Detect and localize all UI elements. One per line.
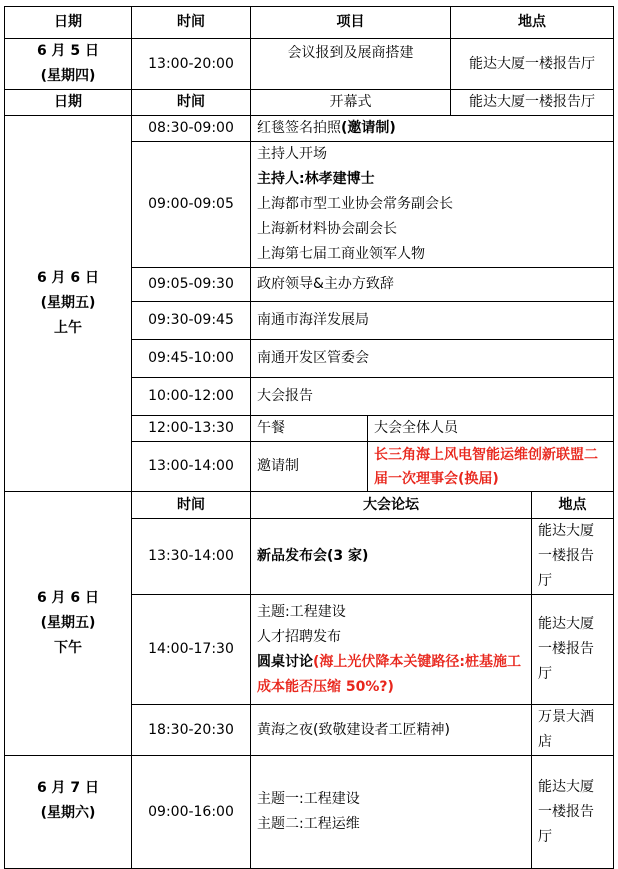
host-title-1: 上海都市型工业协会常务副会长 <box>257 196 453 212</box>
am-r4-activity: 南通市海洋发展局 <box>251 302 614 340</box>
am-r1-time: 08:30-09:00 <box>132 116 251 142</box>
am-r7-time: 12:00-13:30 <box>132 416 251 442</box>
pm-r2-activity <box>251 595 532 705</box>
pm-header-forum: 大会论坛 <box>251 492 532 519</box>
am-r1-text: 红毯签名拍照 <box>257 120 341 136</box>
am-r6-activity: 大会报告 <box>251 378 614 416</box>
june7-date: 6 月 7 日 <box>36 780 100 796</box>
opening-header-date: 日期 <box>5 90 132 116</box>
june7-topic-2: 主题二:工程运维 <box>257 816 360 832</box>
header-date: 日期 <box>5 7 132 39</box>
host-title-3: 上海第七届工商业领军人物 <box>257 246 425 262</box>
pm-r1-location: 能达大厦一楼报告厅 <box>532 519 614 595</box>
june6pm-weekday: (星期五) <box>40 615 96 631</box>
pm-header-location: 地点 <box>532 492 614 519</box>
pm-r3-location: 万景大酒店 <box>532 705 614 756</box>
june6am-date: 6 月 6 日 <box>36 270 100 286</box>
am-r7-activity: 午餐 <box>251 416 368 442</box>
june6am-period: 上午 <box>54 320 82 336</box>
june7-location: 能达大厦一楼报告厅 <box>532 756 614 869</box>
june5-time: 13:00-20:00 <box>132 39 251 90</box>
june6pm-date-cell <box>5 492 132 756</box>
june6am-date-cell <box>5 116 132 492</box>
pm-r1-time: 13:30-14:00 <box>132 519 251 595</box>
june7-row <box>5 756 614 869</box>
am-r5-activity: 南通开发区管委会 <box>251 340 614 378</box>
header-time: 时间 <box>132 7 251 39</box>
am-r4-time: 09:30-09:45 <box>132 302 251 340</box>
am-r3-activity: 政府领导&主办方致辞 <box>251 268 614 302</box>
june5-weekday: (星期四) <box>40 68 96 84</box>
am-r1-invite: (邀请制) <box>341 120 396 136</box>
opening-header-time: 时间 <box>132 90 251 116</box>
pm-r2-time: 14:00-17:30 <box>132 595 251 705</box>
june7-topic-1: 主题一:工程建设 <box>257 791 360 807</box>
host-name: 主持人:林孝建博士 <box>257 171 375 187</box>
pm-roundtable-topic: (海上光伏降本关键路径:桩基施工成本能否压缩 50%?) <box>257 653 521 695</box>
opening-ceremony: 开幕式 <box>251 90 451 116</box>
june6pm-date: 6 月 6 日 <box>36 590 100 606</box>
june7-date-cell <box>5 756 132 869</box>
june6pm-period: 下午 <box>54 640 82 656</box>
pm-recruitment: 人才招聘发布 <box>257 628 341 645</box>
am-r6-time: 10:00-12:00 <box>132 378 251 416</box>
header-item: 项目 <box>251 7 451 39</box>
june6am-weekday: (星期五) <box>40 295 96 311</box>
am-row-1 <box>5 116 614 142</box>
pm-roundtable-label: 圆桌讨论 <box>257 653 313 670</box>
am-r2-activity <box>251 142 614 268</box>
am-r8-activity: 邀请制 <box>251 442 368 492</box>
june5-location: 能达大厦一楼报告厅 <box>451 39 614 90</box>
am-r5-time: 09:45-10:00 <box>132 340 251 378</box>
schedule-table <box>4 6 614 869</box>
june5-date: 6 月 5 日 <box>36 43 100 59</box>
pm-r2-location: 能达大厦一楼报告厅 <box>532 595 614 705</box>
header-row <box>5 7 614 39</box>
am-r3-time: 09:05-09:30 <box>132 268 251 302</box>
june7-time: 09:00-16:00 <box>132 756 251 869</box>
pm-header-row <box>5 492 614 519</box>
header-location: 地点 <box>451 7 614 39</box>
pm-topic-engineering: 主题:工程建设 <box>257 603 346 620</box>
opening-location: 能达大厦一楼报告厅 <box>451 90 614 116</box>
june5-date-cell <box>5 39 132 90</box>
june5-item: 会议报到及展商搭建 <box>251 39 451 90</box>
june7-activity <box>251 756 532 869</box>
june7-weekday: (星期六) <box>40 805 96 821</box>
pm-r3-activity: 黄海之夜(致敬建设者工匠精神) <box>251 705 532 756</box>
am-r1-activity <box>251 116 614 142</box>
am-r2-time: 09:00-09:05 <box>132 142 251 268</box>
pm-r1-product-launch: 新品发布会(3 家) <box>251 519 532 595</box>
host-opening: 主持人开场 <box>257 146 327 162</box>
pm-header-time: 时间 <box>132 492 251 519</box>
june5-row <box>5 39 614 90</box>
am-r8-time: 13:00-14:00 <box>132 442 251 492</box>
host-title-2: 上海新材料协会副会长 <box>257 221 397 237</box>
am-r7-attendees: 大会全体人员 <box>368 416 614 442</box>
opening-header-row <box>5 90 614 116</box>
am-r8-council-meeting: 长三角海上风电智能运维创新联盟二届一次理事会(换届) <box>368 442 614 492</box>
pm-r3-time: 18:30-20:30 <box>132 705 251 756</box>
